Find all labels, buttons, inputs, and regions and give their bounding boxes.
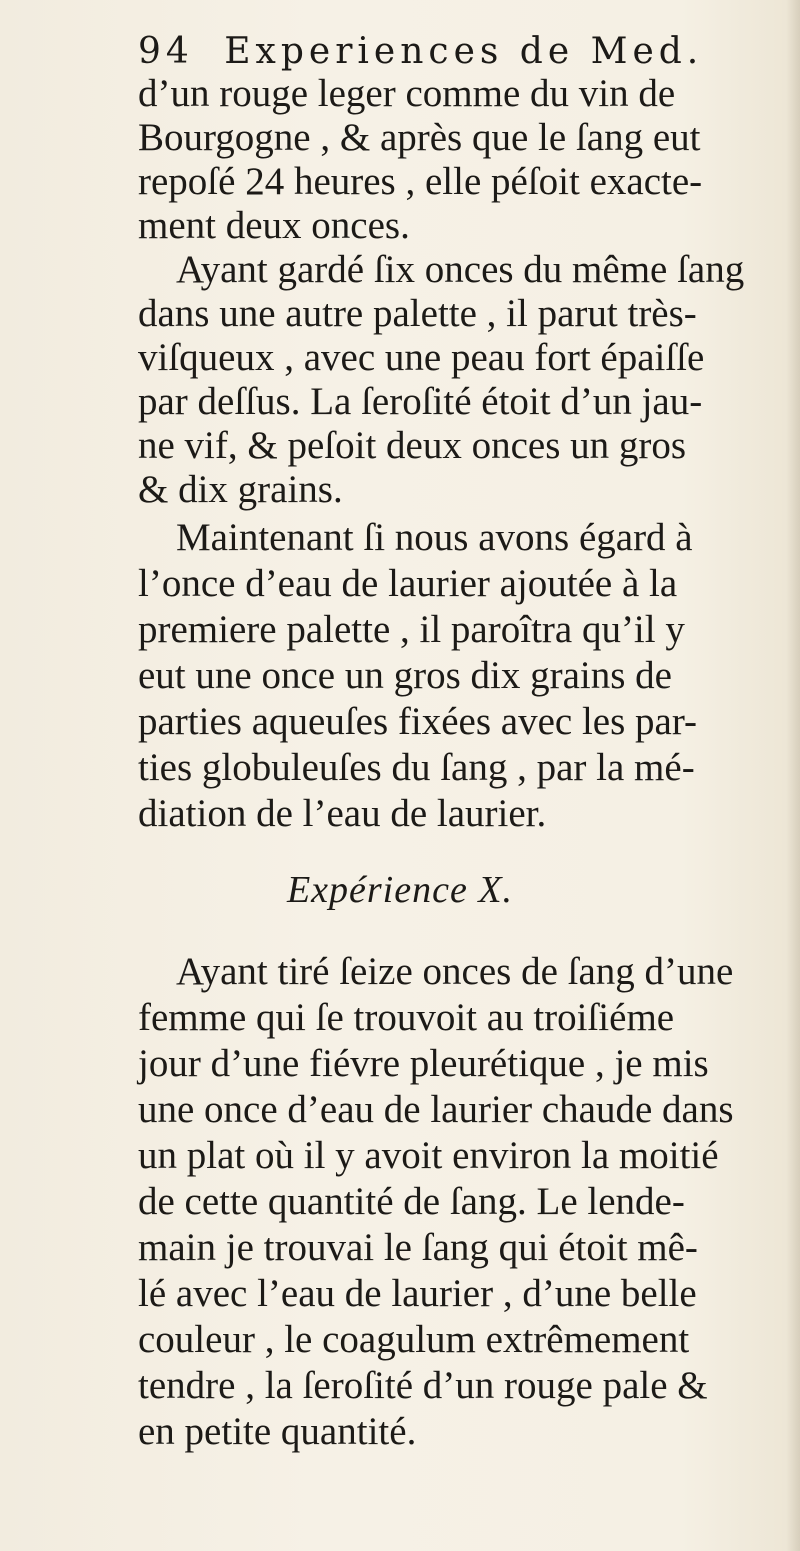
text-line: viſqueux , avec une peau fort épaiſſe bbox=[138, 336, 705, 379]
text-line: Bourgogne , & après que le ſang eut bbox=[138, 116, 701, 159]
text-line: ties globuleuſes du ſang , par la mé- bbox=[138, 746, 695, 789]
section-heading: Expérience X. bbox=[286, 869, 514, 911]
text-line: jour d’une fiévre pleurétique , je mis bbox=[138, 1042, 709, 1085]
text-line: couleur , le coagulum extrêmement bbox=[138, 1318, 690, 1361]
text-line: ment deux onces. bbox=[138, 204, 410, 247]
text-line: par deſſus. La ſeroſité étoit d’un jau- bbox=[138, 380, 703, 423]
text-line: tendre , la ſeroſité d’un rouge pale & bbox=[138, 1364, 708, 1407]
text-line: parties aqueuſes fixées avec les par- bbox=[138, 700, 698, 743]
text-line: Ayant tiré ſeize onces de ſang d’une bbox=[176, 950, 734, 993]
text-line: dans une autre palette , il parut très- bbox=[138, 292, 697, 335]
page-edge-shadow bbox=[786, 0, 800, 1551]
text-line: Ayant gardé ſix onces du même ſang bbox=[176, 248, 745, 291]
text-line: de cette quantité de ſang. Le lende- bbox=[138, 1180, 685, 1223]
text-line: Maintenant ſi nous avons égard à bbox=[176, 516, 693, 559]
text-line: l’once d’eau de laurier ajoutée à la bbox=[138, 562, 678, 605]
text-line: lé avec l’eau de laurier , d’une belle bbox=[138, 1272, 697, 1315]
text-line: femme qui ſe trouvoit au troiſiéme bbox=[138, 996, 675, 1039]
text-line: en petite quantité. bbox=[138, 1410, 417, 1453]
text-line: premiere palette , il paroîtra qu’il y bbox=[138, 608, 685, 651]
text-line: une once d’eau de laurier chaude dans bbox=[138, 1088, 734, 1131]
running-title: Experiences de Med. bbox=[224, 31, 704, 72]
text-line: diation de l’eau de laurier. bbox=[138, 792, 547, 835]
text-line: un plat où il y avoit environ la moitié bbox=[138, 1134, 719, 1177]
page-number: 94 bbox=[138, 31, 194, 72]
text-line: repoſé 24 heures , elle péſoit exacte- bbox=[138, 160, 703, 203]
text-line: eut une once un gros dix grains de bbox=[138, 654, 672, 697]
text-line: & dix grains. bbox=[138, 468, 343, 511]
text-line: ne vif, & peſoit deux onces un gros bbox=[138, 424, 687, 467]
text-line: main je trouvai le ſang qui étoit mê- bbox=[138, 1226, 698, 1269]
running-header bbox=[138, 30, 788, 74]
text-line: d’un rouge leger comme du vin de bbox=[138, 72, 676, 115]
